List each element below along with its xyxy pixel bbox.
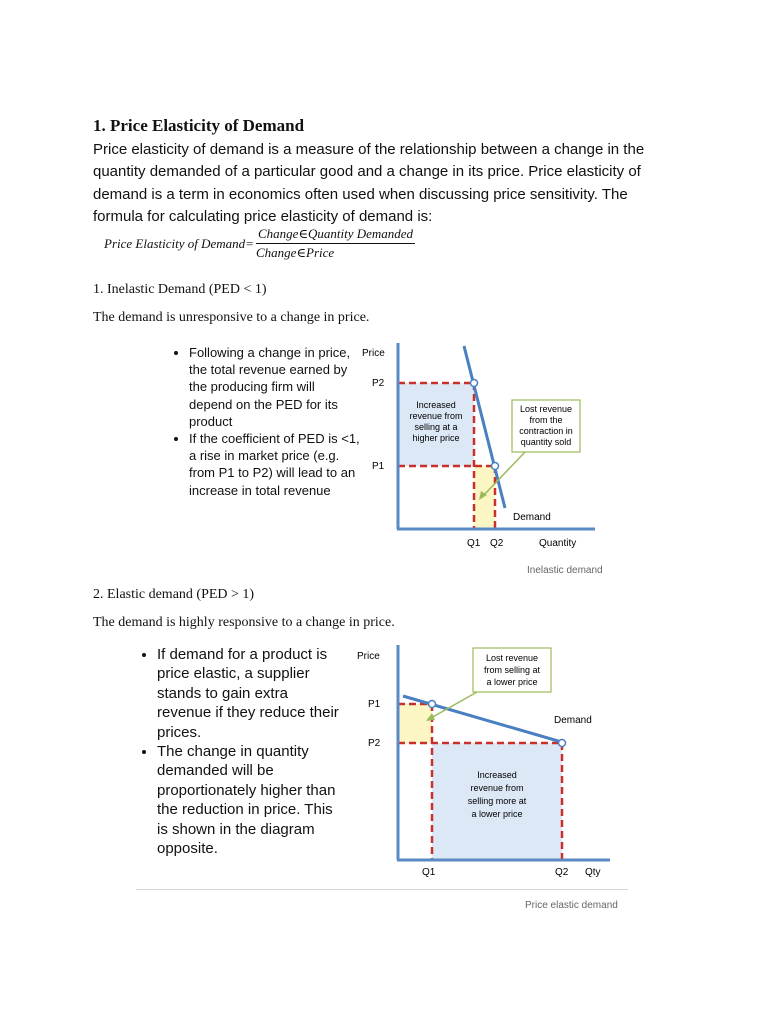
section-heading: 1. Price Elasticity of Demand [93,116,305,135]
inelastic-diagram [355,338,615,553]
p2-label: P2 [372,378,385,389]
elastic-description: The demand is highly responsive to a change in price. [93,615,395,630]
gain-text-line: Increased [477,770,517,780]
intro-paragraph: Price elasticity of demand is a measure of the relationship between a change in the quantity demanded of a particular good and a change in its price. Price elasticity of demand is a term in economics often used when discussing price sensitivity. The formula for calculating price elasticity of demand is: [93,141,645,225]
point-p1 [492,463,499,470]
q2-label: Q2 [555,867,569,878]
price-axis-label: Price [362,348,385,359]
loss-text-line: a lower price [486,677,538,687]
point-p2 [471,380,478,387]
revenue-loss-area [398,704,432,743]
loss-text-line: from selling at [483,665,541,675]
elastic-bullet-2: • The change in quantity demanded will be proportionately higher than the reduction in price. This is shown in the diagram opposite. [157,742,342,858]
inelastic-bullet-2: • If the coefficient of PED is <1, a rise in market price (e.g. from P1 to P2) will lead to an increase in total revenue [189,430,361,499]
gain-annotation [409,400,462,443]
q1-label: Q1 [422,867,436,878]
revenue-loss-area [474,466,495,528]
price-axis-label: Price [357,651,380,662]
loss-text-line: from the [529,415,563,425]
gain-text-line: revenue from [409,411,463,421]
elastic-heading: 2. Elastic demand (PED > 1) [93,587,255,602]
inelastic-heading: 1. Inelastic Demand (PED < 1) [93,282,267,297]
loss-annotation [484,653,541,687]
q2-label: Q2 [490,538,504,549]
p1-label: P1 [368,699,381,710]
p1-label: P1 [372,461,385,472]
loss-annotation [519,404,573,447]
gain-text-line: selling more at [467,796,527,806]
demand-label: Demand [513,512,551,523]
loss-text-line: quantity sold [520,437,572,447]
caption-divider [136,889,628,890]
formula-fraction [256,226,415,261]
elastic-bullet-1: • If demand for a product is price elastic, a supplier stands to gain extra revenue if they reduce their prices. [157,645,342,742]
elastic-caption: Price elastic demand [525,900,618,911]
formula-lhs: Price Elasticity of Demand= [104,235,254,251]
formula-denominator: Change∈Price [255,245,335,260]
elastic-diagram [355,642,615,882]
point-p2 [559,740,566,747]
p2-label: P2 [368,738,381,749]
point-p1 [429,701,436,708]
inelastic-caption: Inelastic demand [527,565,603,576]
loss-text-line: contraction in [519,426,573,436]
quantity-axis-label: Quantity [539,538,577,549]
gain-text-line: higher price [412,433,460,443]
gain-text-line: selling at a [414,422,458,432]
inelastic-bullets [171,344,361,499]
gain-text-line: Increased [416,400,456,410]
gain-text-line: revenue from [470,783,524,793]
demand-label: Demand [554,715,592,726]
formula-numerator: Change∈Quantity Demanded [256,226,415,244]
inelastic-bullet-1: • Following a change in price, the total revenue earned by the producing firm will depend on the PED for its product [189,344,361,430]
q1-label: Q1 [467,538,481,549]
gain-text-line: a lower price [471,809,523,819]
ped-formula [104,226,415,261]
inelastic-description: The demand is unresponsive to a change in price. [93,310,370,325]
elastic-bullets [137,645,342,858]
loss-text-line: Lost revenue [485,653,539,663]
quantity-axis-label: Qty [585,867,601,878]
loss-text-line: Lost revenue [519,404,573,414]
